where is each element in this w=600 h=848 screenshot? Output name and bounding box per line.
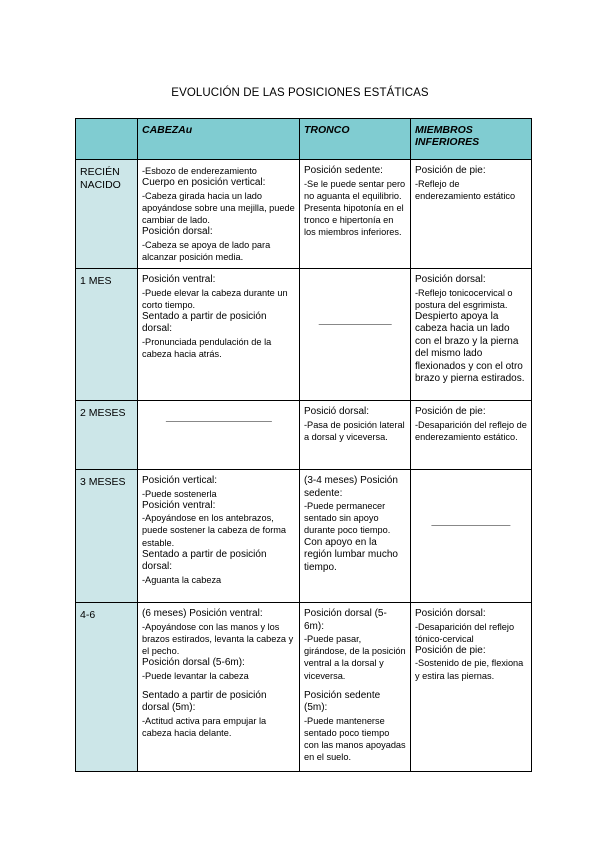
cell-text: Posición ventral:	[142, 274, 216, 285]
cell-text: Posición dorsal (5-6m):	[142, 657, 245, 669]
cell-text: (6 meses) Posición ventral:	[142, 608, 263, 619]
cell-text: -Desaparición del reflejo tónico-cervical	[415, 621, 515, 644]
header-age	[76, 119, 138, 160]
empty-line	[165, 421, 271, 422]
cell-text: -Aguanta la cabeza	[142, 574, 222, 585]
cell-text: Posición sedente (5m):	[304, 689, 381, 714]
tronco-cell	[300, 401, 411, 470]
cabeza-cell	[138, 603, 300, 772]
empty-line	[431, 525, 510, 526]
cell-text: -Pasa de posición lateral a dorsal y viceversa.	[304, 419, 405, 442]
cell-text: -Puede sostenerla	[142, 488, 217, 499]
cell-text: Posición sedente:	[304, 165, 383, 176]
cell-text: Posición vertical:	[142, 475, 218, 486]
age-cell: 4-6	[76, 603, 138, 772]
cell-text: -Apoyándose con las manos y los brazos estirados, levanta la cabeza y el pecho.	[142, 621, 294, 656]
cell-text: -Cabeza girada hacia un lado apoyándose sobre una mejilla, puede cambiar de lado.	[142, 190, 295, 226]
positions-table	[75, 118, 532, 772]
cabeza-cell	[138, 269, 300, 401]
cell-text: Posición dorsal:	[415, 608, 486, 619]
cell-text: -Pronunciada pendulación de la cabeza hacia atrás.	[142, 336, 272, 360]
cell-text: Posición dorsal (5-6m):	[304, 608, 387, 632]
cell-text: -Puede pasar, girándose, de la posición ventral a la dorsal y viceversa.	[304, 634, 406, 681]
cell-text: -Reflejo de enderezamiento estático	[415, 178, 516, 201]
table-header-row	[76, 119, 532, 160]
cabeza-cell	[138, 470, 300, 603]
header-cabeza: CABEZAu	[138, 119, 300, 160]
cell-text	[304, 682, 406, 690]
tronco-cell	[300, 160, 411, 269]
age-cell: 1 MES	[76, 269, 138, 401]
cell-text: Sentado a partir de posición dorsal (5m):	[142, 689, 267, 714]
cell-text: Posición de pie:	[415, 644, 486, 656]
miembros-cell	[411, 470, 532, 603]
cell-text: -Puede levantar la cabeza	[142, 670, 249, 681]
miembros-cell	[411, 603, 532, 772]
cell-text: -Desaparición del reflejo de enderezamiento estático.	[415, 419, 527, 442]
cell-text: Posición ventral:	[142, 499, 216, 511]
cell-text: Posición dorsal:	[415, 274, 486, 285]
cabeza-cell	[138, 160, 300, 269]
header-miembros: MIEMBROS INFERIORES	[411, 119, 532, 160]
cell-text: Con apoyo en la región lumbar mucho tiempo.	[304, 536, 398, 573]
miembros-cell	[411, 401, 532, 470]
page-title: EVOLUCIÓN DE LAS POSICIONES ESTÁTICAS	[171, 87, 429, 99]
cell-text: -Reflejo tonicocervical o postura del esgrimista.	[415, 287, 513, 310]
miembros-cell	[411, 160, 532, 269]
table-row	[76, 269, 532, 401]
age-cell: RECIÉN NACIDO	[76, 160, 138, 269]
empty-line	[319, 324, 392, 325]
table-row	[76, 603, 532, 772]
cell-text: -Puede elevar la cabeza durante un corto tiempo.	[142, 287, 288, 310]
table-row	[76, 470, 532, 603]
cell-text: Sentado a partir de posición dorsal:	[142, 548, 267, 573]
cell-text: Cuerpo en posición vertical:	[142, 177, 266, 189]
cell-text: Posició dorsal:	[304, 406, 370, 417]
cell-text: Posición dorsal:	[142, 226, 213, 238]
age-cell: 3 MESES	[76, 470, 138, 603]
cell-text: Sentado a partir de posición dorsal:	[142, 310, 267, 335]
cell-text: -Sostenido de pie, flexiona y estira las piernas.	[415, 658, 524, 681]
cell-text: -Puede permanecer sentado sin apoyo durante poco tiempo.	[304, 501, 391, 536]
age-cell: 2 MESES	[76, 401, 138, 470]
cell-text: Posición de pie:	[415, 165, 486, 176]
table-row	[76, 160, 532, 269]
cell-text: Despierto apoya la cabeza hacia un lado con el brazo y la pierna del mismo lado flexionados y con el otro brazo y pierna estirados.	[415, 310, 525, 385]
cell-text: -Esbozo de enderezamiento	[142, 166, 257, 176]
cell-text	[142, 682, 295, 690]
tronco-cell	[300, 269, 411, 401]
cell-text: -Puede mantenerse sentado poco tiempo con las manos apoyadas en el suelo.	[304, 715, 406, 763]
cell-text: -Apoyándose en los antebrazos, puede sostener la cabeza de forma estable.	[142, 513, 287, 548]
cabeza-cell	[138, 401, 300, 470]
table-row	[76, 401, 532, 470]
header-tronco: TRONCO	[300, 119, 411, 160]
cell-text: -Cabeza se apoya de lado para alcanzar posición media.	[142, 239, 271, 263]
cell-text: -Actitud activa para empujar la cabeza hacia delante.	[142, 715, 267, 739]
cell-text: (3-4 meses) Posición sedente:	[304, 475, 398, 499]
miembros-cell	[411, 269, 532, 401]
tronco-cell	[300, 603, 411, 772]
tronco-cell	[300, 470, 411, 603]
cell-text: Posición de pie:	[415, 406, 486, 417]
cell-text: -Se le puede sentar pero no aguanta el equilibrio. Presenta hipotonía en el tronco e hipertonía en los miembros inferiores.	[304, 178, 406, 238]
